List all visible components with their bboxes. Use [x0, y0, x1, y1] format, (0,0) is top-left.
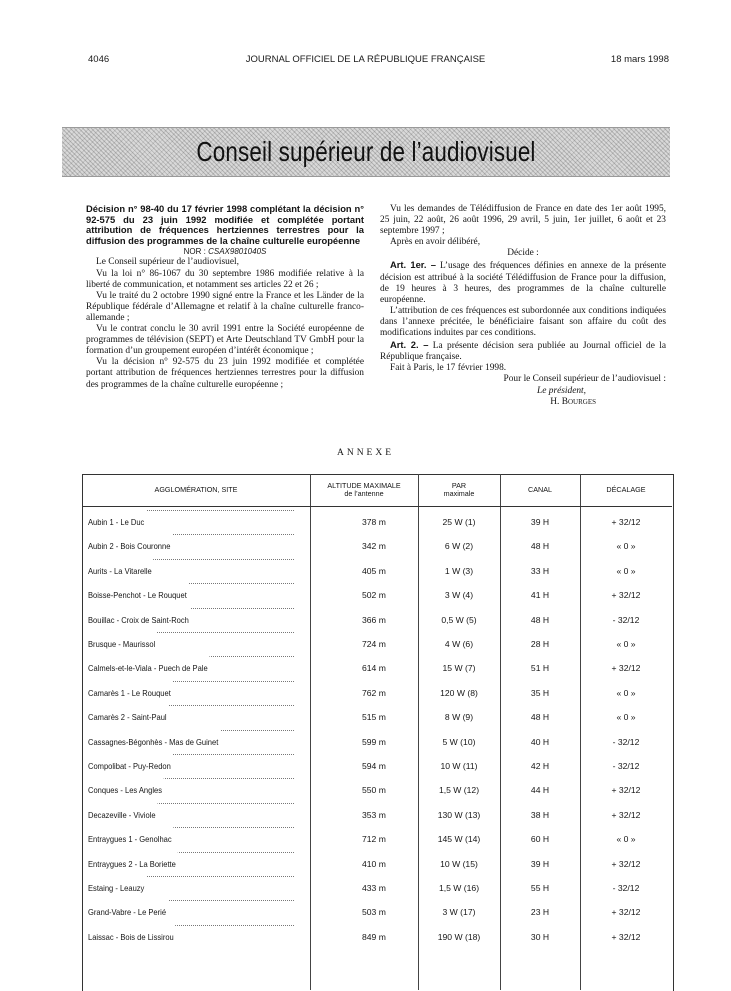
- canal-cell: 48 H: [530, 712, 550, 723]
- header-altitude-line2: de l’antenne: [344, 489, 384, 498]
- table-row: [82, 730, 672, 754]
- right-column: [380, 204, 666, 408]
- article-1-text: L’usage des fréquences définies en annexe de la présente décision est attribué à la société Télédiffusion de France pour la diffusion, de 19 heures à 3 heures, des programmes de la chaîne culturelle européenne.: [380, 261, 667, 305]
- par-cell: 120 W (8): [440, 687, 478, 698]
- canal-cell: 40 H: [530, 736, 550, 747]
- site-cell: [88, 754, 294, 778]
- par-cell: 130 W (13): [437, 809, 481, 820]
- annexe-title: ANNEXE: [336, 448, 395, 458]
- site-cell: [88, 852, 294, 876]
- decalage-cell: « 0 »: [616, 687, 636, 698]
- decalage-cell: « 0 »: [616, 712, 636, 723]
- altitude-cell: 378 m: [362, 517, 386, 527]
- par-cell: 145 W (14): [437, 834, 481, 845]
- left-column: [86, 204, 364, 391]
- table-row: [82, 656, 672, 680]
- site-name: Aurits - La Vitarelle: [88, 559, 154, 583]
- par-cell: 190 W (18): [437, 931, 481, 942]
- par-cell: 3 W (4): [444, 590, 474, 601]
- site-name: Grand-Vabre - Le Perié: [88, 900, 168, 924]
- site-name: Compolibat - Puy-Redon: [88, 754, 173, 778]
- table-row: [82, 925, 672, 949]
- par-cell: 15 W (7): [442, 663, 476, 674]
- altitude-cell: 433 m: [362, 883, 386, 893]
- altitude-cell: 502 m: [362, 590, 386, 601]
- decalage-cell: + 32/12: [611, 858, 641, 869]
- decalage-cell: - 32/12: [612, 736, 640, 747]
- par-cell: 3 W (17): [442, 907, 476, 918]
- table-row: [82, 534, 672, 558]
- preamble-paragraph: Le Conseil supérieur de l’audiovisuel,: [96, 257, 239, 268]
- par-cell: 5 W (10): [442, 736, 476, 747]
- decalage-cell: - 32/12: [612, 761, 640, 771]
- site-name: Calmels-et-le-Viala - Puech de Pale: [88, 656, 209, 680]
- deliberation-line: Après en avoir délibéré,: [390, 237, 481, 248]
- altitude-cell: 550 m: [362, 785, 386, 796]
- canal-cell: 48 H: [530, 614, 550, 625]
- canal-cell: 28 H: [530, 639, 550, 649]
- article-2-label: Art. 2. –: [390, 339, 429, 351]
- altitude-cell: 342 m: [362, 541, 386, 552]
- site-cell: [88, 656, 294, 680]
- table-row: [82, 608, 672, 632]
- canal-cell: 38 H: [530, 809, 550, 820]
- table-row: [82, 900, 672, 924]
- site-name: Boisse-Penchot - Le Rouquet: [88, 583, 189, 607]
- altitude-cell: 614 m: [362, 663, 386, 674]
- altitude-cell: 405 m: [362, 565, 386, 576]
- par-cell: 4 W (6): [444, 639, 474, 649]
- decalage-cell: + 32/12: [611, 590, 641, 601]
- canal-cell: 39 H: [530, 858, 550, 869]
- article-1-text-2: L’attribution de ces fréquences est subordonnée aux conditions indiquées dans l’annexe précitée, le bénéficiaire faisant son affaire du coût des modifications induites par ces conditions.: [380, 305, 666, 339]
- article-2-text: La présente décision sera publiée au Journal officiel de la République française.: [380, 341, 667, 363]
- site-cell: [88, 900, 294, 924]
- decalage-cell: + 32/12: [611, 931, 641, 942]
- par-cell: 1,5 W (12): [438, 785, 480, 796]
- site-name: Entraygues 1 - Genolhac: [88, 827, 173, 851]
- table-row: [82, 681, 672, 705]
- site-cell: [88, 705, 294, 729]
- site-name: Estaing - Leauzy: [88, 876, 146, 900]
- header-divider: [82, 506, 672, 507]
- section-banner: [62, 127, 670, 177]
- site-cell: [88, 583, 294, 607]
- altitude-cell: 762 m: [362, 687, 386, 698]
- site-name: Camarès 1 - Le Rouquet: [88, 681, 173, 705]
- site-cell: [88, 632, 294, 656]
- header-altitude: [310, 474, 418, 506]
- par-cell: 1 W (3): [444, 565, 474, 576]
- altitude-cell: 594 m: [362, 761, 386, 771]
- decalage-cell: - 32/12: [612, 614, 640, 625]
- canal-cell: 41 H: [530, 590, 550, 601]
- canal-cell: 30 H: [530, 931, 550, 942]
- preamble-paragraph: Vu la décision n° 92-575 du 23 juin 1992 modifiée et complétée portant attribution de fréquences hertziennes terrestres pour la diffusion des programmes de la chaîne culturelle européenne ;: [86, 357, 364, 390]
- altitude-cell: 353 m: [362, 809, 386, 820]
- par-cell: 25 W (1): [442, 517, 476, 527]
- decalage-cell: « 0 »: [616, 639, 636, 649]
- decalage-cell: « 0 »: [616, 565, 636, 576]
- canal-cell: 33 H: [530, 565, 550, 576]
- table-row: [82, 510, 672, 534]
- site-cell: [88, 608, 294, 632]
- decalage-cell: + 32/12: [611, 663, 641, 674]
- site-cell: [88, 827, 294, 851]
- site-cell: [88, 803, 294, 827]
- journal-title: JOURNAL OFFICIEL DE LA RÉPUBLIQUE FRANÇAISE: [245, 54, 486, 65]
- preamble-paragraph: Vu la loi n° 86-1067 du 30 septembre 1986 modifiée relative à la liberté de communication, et notamment ses articles 22 et 26 ;: [86, 268, 364, 290]
- decalage-cell: + 32/12: [611, 785, 641, 796]
- site-name: Aubin 2 - Bois Couronne: [88, 534, 172, 558]
- par-cell: 10 W (15): [440, 858, 478, 869]
- site-cell: [88, 559, 294, 583]
- par-cell: 10 W (11): [440, 761, 478, 771]
- site-cell: [88, 730, 294, 754]
- site-cell: [88, 681, 294, 705]
- site-cell: [88, 778, 294, 802]
- par-cell: 8 W (9): [444, 712, 474, 723]
- site-cell: [88, 534, 294, 558]
- table-row: [82, 852, 672, 876]
- nor-line: [86, 246, 364, 257]
- decalage-cell: + 32/12: [611, 907, 641, 918]
- decalage-cell: + 32/12: [611, 809, 641, 820]
- site-name: Entraygues 2 - La Boriette: [88, 852, 178, 876]
- table-row: [82, 705, 672, 729]
- header-canal: CANAL: [528, 485, 552, 494]
- table-row: [82, 583, 672, 607]
- visa-paragraph: Vu les demandes de Télédiffusion de France en date des 1er août 1995, 25 juin, 22 août, 26 août 1996, 29 avril, 5 juin, 1er juillet, 6 août et 23 septembre 1997 ;: [380, 204, 666, 237]
- section-title: Conseil supérieur de l’audiovisuel: [196, 136, 536, 167]
- decalage-cell: + 32/12: [611, 517, 641, 527]
- preamble-paragraph: Vu le contrat conclu le 30 avril 1991 entre la Société européenne de programmes de télévision (SEPT) et Arte Deutschland TV GmbH pour la formation d’un groupement européen d’intérêt économique ;: [86, 324, 364, 357]
- par-cell: 6 W (2): [444, 541, 474, 552]
- canal-cell: 44 H: [530, 785, 550, 796]
- par-cell: 0,5 W (5): [441, 614, 477, 625]
- header-site: AGGLOMÉRATION, SITE: [154, 485, 238, 494]
- header-par-line2: maximale: [443, 489, 475, 498]
- site-name: Cassagnes-Bégonhès - Mas de Guinet: [88, 730, 220, 754]
- canal-cell: 39 H: [530, 517, 550, 527]
- canal-cell: 51 H: [530, 663, 550, 674]
- par-cell: 1,5 W (16): [438, 883, 480, 893]
- site-cell: [88, 510, 294, 534]
- altitude-cell: 503 m: [362, 907, 386, 918]
- decision-title: Décision n° 98-40 du 17 février 1998 complétant la décision n° 92-575 du 23 juin 1992 modifiée et complétée portant attribution de fréquences hertziennes terrestres pour la diffusion des programmes de la chaîne culturelle européenne: [86, 203, 364, 246]
- header-decalage: DÉCALAGE: [606, 485, 646, 494]
- table-row: [82, 803, 672, 827]
- table-row: [82, 778, 672, 802]
- site-name: Conques - Les Angles: [88, 778, 164, 802]
- nor-label: NOR :: [183, 247, 206, 257]
- site-name: Camarès 2 - Saint-Paul: [88, 705, 168, 729]
- table-row: [82, 827, 672, 851]
- table-row: [82, 632, 672, 656]
- altitude-cell: 849 m: [362, 931, 386, 942]
- site-name: Bouillac - Croix de Saint-Roch: [88, 608, 191, 632]
- altitude-cell: 515 m: [362, 712, 386, 723]
- preamble-paragraph: Vu le traité du 2 octobre 1990 signé entre la France et les Länder de la République fédérale d’Allemagne et relatif à la chaîne culturelle franco-allemande ;: [86, 290, 364, 323]
- nor-code: CSAX9801040S: [208, 247, 267, 257]
- site-cell: [88, 876, 294, 900]
- table-row: [82, 876, 672, 900]
- decide-heading: Décide :: [507, 248, 539, 259]
- altitude-cell: 724 m: [362, 639, 386, 649]
- table-row: [82, 754, 672, 778]
- signature-name: H. Bourges: [550, 396, 596, 407]
- canal-cell: 55 H: [530, 883, 550, 893]
- article-2: [380, 339, 666, 363]
- canal-cell: 23 H: [530, 907, 550, 918]
- altitude-cell: 410 m: [362, 858, 386, 869]
- done-at: Fait à Paris, le 17 février 1998.: [390, 363, 507, 374]
- article-1-label: Art. 1er. –: [390, 259, 436, 271]
- decalage-cell: « 0 »: [616, 541, 636, 552]
- decalage-cell: « 0 »: [616, 834, 636, 845]
- altitude-cell: 712 m: [362, 834, 386, 845]
- altitude-cell: 366 m: [362, 614, 386, 625]
- site-name: Brusque - Maurissol: [88, 632, 157, 656]
- canal-cell: 48 H: [530, 541, 550, 552]
- page-number: 4046: [88, 54, 110, 65]
- issue-date: 18 mars 1998: [610, 54, 669, 65]
- signature-role: Le président,: [537, 385, 586, 396]
- canal-cell: 42 H: [530, 761, 550, 771]
- site-name: Aubin 1 - Le Duc: [88, 510, 146, 534]
- altitude-cell: 599 m: [362, 736, 386, 747]
- article-1: [380, 259, 666, 305]
- decalage-cell: - 32/12: [612, 883, 640, 893]
- header-par: [418, 474, 500, 506]
- canal-cell: 35 H: [530, 687, 550, 698]
- table-row: [82, 559, 672, 583]
- header-par-line1: PAR: [451, 481, 467, 490]
- signature-line: Pour le Conseil supérieur de l’audiovisuel :: [503, 374, 666, 385]
- site-cell: [88, 925, 294, 949]
- site-name: Decazeville - Viviole: [88, 803, 157, 827]
- canal-cell: 60 H: [530, 834, 550, 845]
- header-altitude-line1: ALTITUDE MAXIMALE: [327, 481, 401, 490]
- site-name: Laissac - Bois de Lissirou: [88, 925, 176, 949]
